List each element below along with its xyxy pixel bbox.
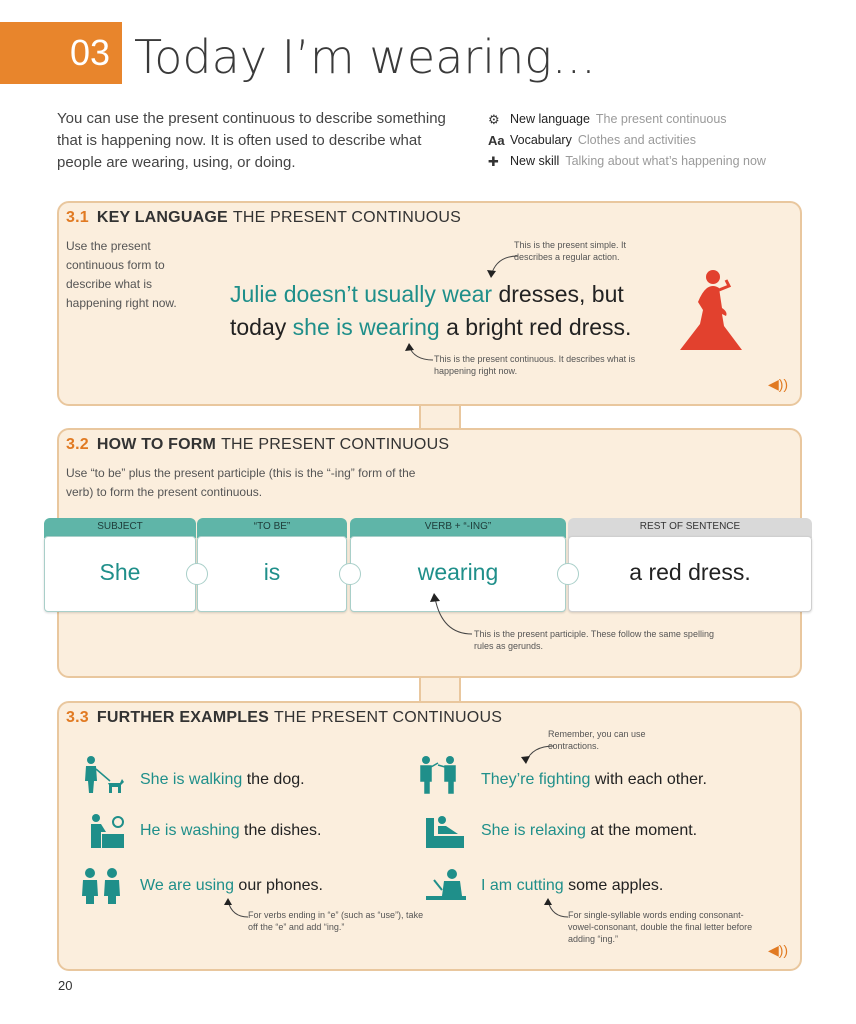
example-she-is-relaxing	[481, 822, 697, 840]
highlight-phrase: She is relaxing	[481, 822, 586, 839]
piece-tab-to-be: “TO BE”	[197, 518, 347, 538]
section-description: Use the present continuous form to describe what is happening right now.	[66, 239, 177, 310]
meta-value: The present continuous	[595, 112, 727, 126]
example-sentence-line-1	[230, 277, 624, 311]
annotation-arrow	[402, 342, 436, 366]
annotation-contractions: Remember, you can use contractions.	[548, 729, 646, 751]
section-number: 3.1	[66, 209, 89, 226]
woman-in-red-dress-illustration	[676, 266, 746, 354]
highlight-phrase: I am cutting	[481, 877, 564, 894]
sentence-text: our phones.	[233, 877, 323, 894]
puzzle-knob	[339, 563, 361, 585]
intro-text: You can use the present continuous to describe something that is happening now. It is often used to describe what people are wearing, using, or doing.	[57, 110, 446, 171]
washing-dishes-icon	[82, 810, 126, 850]
example-theyre-fighting	[481, 771, 707, 789]
example-he-is-washing	[140, 822, 321, 840]
piece-text-verb-ing: wearing	[417, 559, 499, 585]
gears-icon: ⚙	[488, 112, 500, 127]
example-we-are-using	[140, 877, 323, 895]
annotation-arrow	[542, 897, 570, 923]
relaxing-icon	[424, 810, 468, 850]
sentence-text: some apples.	[563, 877, 664, 894]
highlight-phrase: She is walking	[140, 771, 243, 788]
highlight-phrase: He is washing	[140, 822, 240, 839]
sentence-text: dresses, but	[492, 281, 624, 307]
section-strong: HOW TO FORM	[96, 436, 217, 453]
annotation-present-simple: This is the present simple. It describes a regular action.	[514, 240, 627, 262]
annotation-arrow	[222, 897, 250, 923]
audio-speaker-icon[interactable]: ◀))	[768, 942, 789, 958]
cutting-apples-icon	[424, 866, 468, 906]
example-sentence-line-2	[230, 310, 631, 344]
section-subtitle: THE PRESENT CONTINUOUS	[273, 709, 503, 726]
example-i-am-cutting	[481, 877, 663, 895]
piece-tab-subject: SUBJECT	[44, 518, 196, 538]
meta-new-language	[488, 109, 766, 130]
using-phones-icon	[80, 866, 124, 906]
piece-tab-rest: REST OF SENTENCE	[568, 518, 812, 538]
section-description: Use “to be” plus the present participle (this is the “-ing” form of the verb) to form the present continuous.	[66, 466, 416, 499]
meta-value: Talking about what’s happening now	[565, 154, 766, 168]
audio-speaker-icon[interactable]: ◀))	[768, 376, 789, 392]
annotation-present-participle: This is the present participle. These follow the same spelling rules as gerunds.	[474, 629, 714, 651]
highlight-phrase: We are using	[140, 877, 234, 894]
meta-label: Vocabulary	[510, 133, 572, 147]
section-heading	[66, 209, 461, 227]
chapter-number: 03	[0, 22, 122, 84]
section-strong: FURTHER EXAMPLES	[96, 709, 269, 726]
annotation-verbs-ending-e: For verbs ending in “e” (such as “use”), take off the “e” and add “ing.”	[248, 910, 424, 932]
annotation-present-continuous: This is the present continuous. It describes what is happening right now.	[434, 354, 636, 376]
meta-label: New language	[510, 112, 590, 126]
piece-text-subject: She	[99, 559, 141, 585]
dog-walking-icon	[80, 755, 124, 795]
people-fighting-icon	[416, 755, 460, 795]
page-number: 20	[58, 978, 73, 993]
annotation-arrow	[486, 252, 522, 280]
section-heading	[66, 436, 449, 454]
sentence-text: with each other.	[590, 771, 707, 788]
meta-vocabulary	[488, 130, 766, 151]
sentence-text: the dishes.	[239, 822, 322, 839]
highlight-phrase: she is wearing	[292, 314, 440, 340]
vocabulary-icon: Aa	[488, 133, 505, 148]
puzzle-icon: ✚	[488, 154, 499, 169]
meta-new-skill	[488, 151, 766, 172]
puzzle-knob	[557, 563, 579, 585]
sentence-text: at the moment.	[585, 822, 698, 839]
lesson-meta	[488, 109, 766, 172]
sentence-text: the dog.	[242, 771, 305, 788]
example-she-is-walking	[140, 771, 305, 789]
sentence-text: today	[230, 314, 293, 340]
meta-label: New skill	[510, 154, 560, 168]
section-number: 3.2	[66, 436, 89, 453]
sentence-text: a bright red dress.	[439, 314, 632, 340]
piece-tab-verb-ing: VERB + “-ING”	[350, 518, 566, 538]
highlight-phrase: Julie doesn’t usually wear	[230, 281, 493, 307]
annotation-arrow	[518, 742, 558, 766]
section-strong: KEY LANGUAGE	[96, 209, 228, 226]
annotation-arrow	[428, 590, 476, 640]
puzzle-knob	[186, 563, 208, 585]
meta-value: Clothes and activities	[577, 133, 696, 147]
section-number: 3.3	[66, 709, 89, 726]
piece-text-to-be: is	[263, 559, 281, 585]
highlight-phrase: They’re fighting	[481, 771, 591, 788]
annotation-cvc-words: For single-syllable words ending consonant-vowel-consonant, double the final letter before adding “ing.”	[568, 910, 753, 944]
section-subtitle: THE PRESENT CONTINUOUS	[232, 209, 461, 226]
piece-text-rest: a red dress.	[629, 559, 751, 585]
section-heading	[66, 709, 502, 727]
page-title: Today I’m wearing...	[134, 30, 596, 84]
section-subtitle: THE PRESENT CONTINUOUS	[221, 436, 450, 453]
